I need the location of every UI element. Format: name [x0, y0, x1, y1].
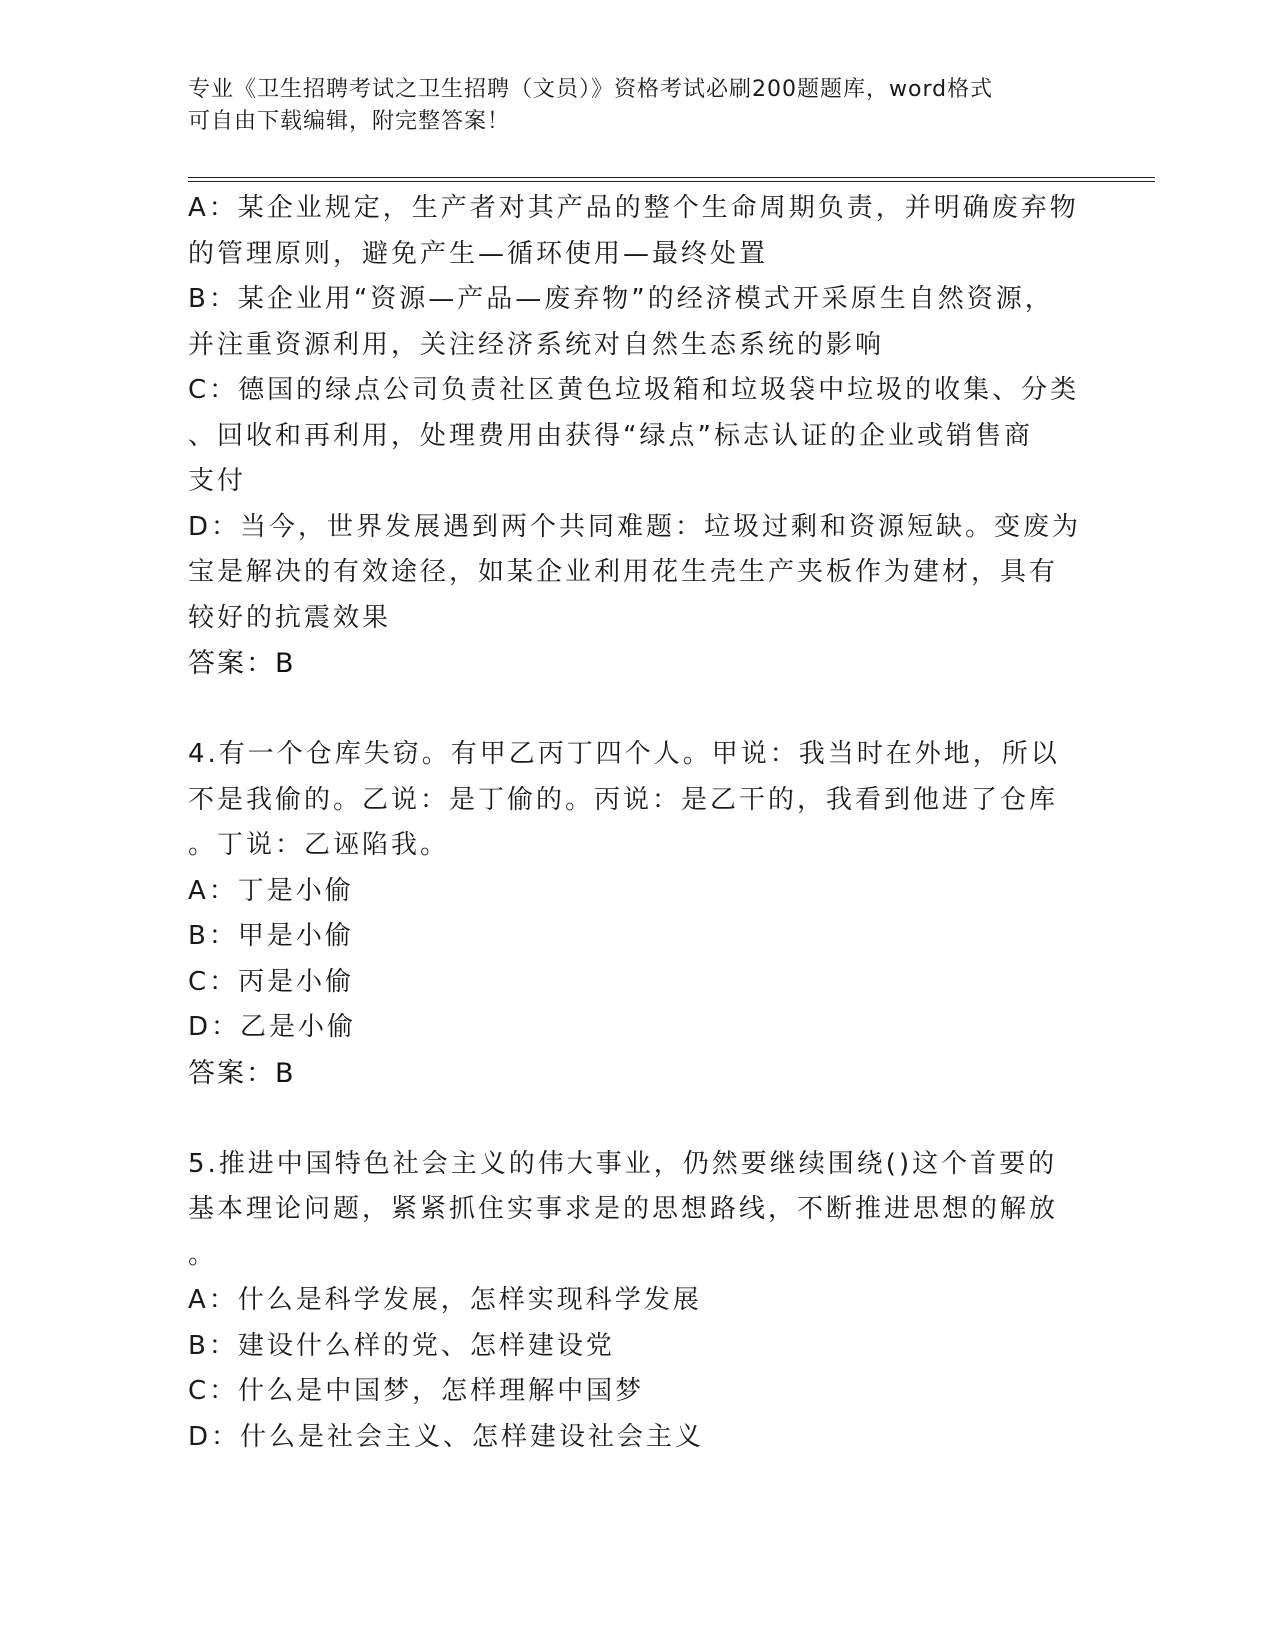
option-d-line-2: 宝是解决的有效途径，如某企业利用花生壳生产夹板作为建材，具有: [188, 557, 1059, 587]
question-stem-line-3: 。: [188, 1239, 218, 1270]
question-stem-line-1: 5.推进中国特色社会主义的伟大事业，仍然要继续围绕()这个首要的: [188, 1148, 1058, 1179]
option-d-line-3: 较好的抗震效果: [188, 602, 392, 633]
spacer: [188, 1096, 1088, 1142]
option-c-line-2: 、回收和再利用，处理费用由获得“绿点”标志认证的企业或销售商: [188, 420, 1033, 451]
question-4: [188, 732, 1088, 1096]
question-stem-line-3: 。丁说：乙诬陷我。: [188, 830, 450, 860]
option-a: A：丁是小偷: [188, 875, 354, 906]
option-d: D：乙是小偷: [188, 1012, 357, 1042]
option-b-line-1: B：某企业用“资源—产品—废弃物”的经济模式开采原生自然资源，: [188, 284, 1054, 314]
question-3-options: [188, 186, 1088, 687]
option-a: A：什么是科学发展，怎样实现科学发展: [188, 1285, 702, 1315]
spacer: [188, 687, 1088, 733]
answer-label: 答案：B: [188, 1057, 296, 1089]
option-d-line-1: D：当今，世界发展遇到两个共同难题：垃圾过剩和资源短缺。变废为: [188, 511, 1082, 542]
option-b: B：甲是小偷: [188, 921, 354, 951]
header-title-line-2: 可自由下载编辑，附完整答案！: [188, 109, 511, 134]
document-body: [188, 186, 1088, 1460]
option-c-line-3: 支付: [188, 466, 247, 496]
document-header: [188, 74, 1088, 138]
header-title-line-1: 专业《卫生招聘考试之卫生招聘（文员）》资格考试必刷200题题库，word格式: [188, 77, 994, 102]
question-stem-line-1: 4.有一个仓库失窃。有甲乙丙丁四个人。甲说：我当时在外地，所以: [188, 739, 1060, 769]
answer-label: 答案：B: [188, 648, 296, 679]
question-stem-line-2: 基本理论问题，紧紧抓住实事求是的思想路线，不断推进思想的解放: [188, 1194, 1059, 1224]
option-d: D：什么是社会主义、怎样建设社会主义: [188, 1421, 705, 1452]
option-c-line-1: C：德国的绿点公司负责社区黄色垃圾箱和垃圾袋中垃圾的收集、分类: [188, 375, 1080, 405]
question-stem-line-2: 不是我偷的。乙说：是丁偷的。丙说：是乙干的，我看到他进了仓库: [188, 784, 1059, 815]
option-a-line-1: A：某企业规定，生产者对其产品的整个生命周期负责，并明确废弃物: [188, 193, 1079, 223]
header-double-rule: [188, 177, 1155, 182]
option-c: C：丙是小偷: [188, 966, 355, 997]
question-5: [188, 1142, 1088, 1461]
option-c: C：什么是中国梦，怎样理解中国梦: [188, 1376, 645, 1406]
option-b-line-2: 并注重资源利用，关注经济系统对自然生态系统的影响: [188, 329, 885, 360]
option-b: B：建设什么样的党、怎样建设党: [188, 1330, 615, 1361]
option-a-line-2: 的管理原则，避免产生—循环使用—最终处置: [188, 238, 769, 269]
